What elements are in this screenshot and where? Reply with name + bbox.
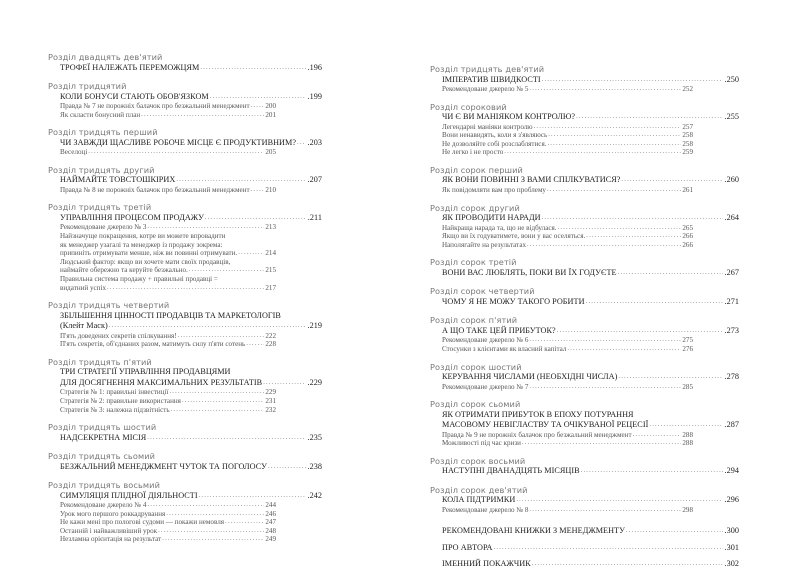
chapter-title-text: КОЛИ БОНУСИ СТАЮТЬ ОБОВ'ЯЗКОМ	[60, 91, 209, 101]
subsection-page: 231	[265, 396, 276, 405]
chapter-title	[48, 462, 322, 473]
subsection-text: Рекомендоване джерело № 4	[60, 501, 147, 510]
subsection-text: Незламна орієнтація на результат	[60, 535, 162, 544]
chapter-label: Розділ тридцятий	[48, 81, 127, 91]
chapter-title	[48, 175, 322, 186]
toc-chapter	[430, 485, 739, 515]
subsection	[48, 111, 276, 120]
back-matter-entry	[430, 526, 739, 537]
leader-dots	[297, 138, 306, 149]
subsection-page: 200	[265, 102, 276, 110]
chapter-label: Розділ тридцять дев'ятий	[430, 64, 545, 74]
chapter-title-text: ВОНИ ВАС ЛЮБЛЯТЬ, ПОКИ ВИ ЇХ ГОДУЄТЕ	[442, 267, 617, 277]
leader-dots	[268, 462, 307, 473]
subsection-page: 266	[682, 240, 693, 249]
subsection-text: Якщо ви їх годуватимете, вони у вас оселяться.	[442, 232, 586, 241]
leader-dots	[88, 148, 264, 157]
right-page	[400, 0, 800, 570]
chapter-title-text: КОЛА ПІДТРИМКИ	[442, 495, 516, 505]
subsection	[48, 406, 276, 415]
subsection-text: Останній і найважливіший урок	[60, 526, 158, 535]
chapter-title	[430, 268, 739, 279]
leader-dots	[529, 336, 681, 345]
chapter-title-text: ЯК ПРОВОДИТИ НАРАДИ	[442, 213, 541, 223]
chapter-label: Розділ тридцять перший	[48, 127, 158, 138]
subsection-page: 232	[265, 405, 276, 414]
subsection-text: Рекомендоване джерело № 3	[60, 223, 147, 232]
subsection-line: Найзначуще покращення, котре ви можете впровадити	[60, 231, 226, 240]
leader-dots	[567, 345, 681, 354]
subsection-text: видатний успіх	[60, 283, 106, 292]
leader-dots	[504, 148, 681, 157]
chapter-label: Розділ сорок сьомий	[430, 399, 521, 410]
subsection-page: 259	[682, 148, 693, 157]
subsection-page: 261	[682, 185, 693, 194]
subsection-page: 229	[265, 388, 276, 397]
subsection-page: 258	[682, 131, 693, 140]
chapter-title	[430, 175, 739, 186]
leader-dots	[171, 406, 265, 415]
chapter-title	[430, 75, 739, 86]
leader-dots	[263, 378, 306, 389]
chapter-label: Розділ тридцять четвертий	[48, 300, 170, 311]
leader-dots	[529, 383, 681, 392]
leader-dots	[534, 123, 682, 132]
chapter-title-text: А ЩО ТАКЕ ЦЕЙ ПРИБУТОК?	[442, 325, 556, 335]
leader-dots	[147, 223, 264, 232]
subsection	[430, 431, 693, 440]
leader-dots	[246, 340, 264, 349]
leader-dots	[189, 266, 265, 275]
chapter-title-text: ЧИ ЗАВЖДИ ЩАСЛИВЕ РОБОЧЕ МІСЦЕ Є ПРОДУКТИВНИМ?	[60, 137, 297, 147]
toc-chapter	[430, 257, 739, 278]
leader-dots	[141, 111, 264, 120]
chapter-title-page: .267	[724, 267, 739, 277]
subsection-line: Людський фактор: якщо ви хочете мати своїх продавців,	[60, 257, 231, 266]
chapter-title	[430, 297, 739, 308]
subsection-text: Наполягайте на результатах	[442, 240, 527, 249]
leader-dots	[626, 526, 724, 537]
chapter-label: Розділ тридцять шостий	[48, 422, 157, 433]
leader-dots	[522, 439, 681, 448]
chapter-title-page: .260	[724, 175, 739, 185]
back-matter-entry-page: .302	[724, 559, 739, 569]
toc-chapter	[430, 362, 739, 392]
subsection-page: 266	[682, 232, 693, 241]
back-matter-entry-text: ІМЕННИЙ ПОКАЖЧИК	[442, 559, 531, 569]
chapter-title-page: .238	[307, 461, 322, 471]
subsection-page: 215	[265, 266, 276, 275]
subsection	[430, 232, 693, 241]
leader-dots	[210, 92, 307, 103]
chapter-title	[48, 92, 322, 103]
subsection	[48, 223, 276, 232]
subsection	[48, 535, 276, 544]
subsection-text: Урок мого першого роккадрування	[60, 509, 166, 518]
subsection	[430, 140, 693, 149]
toc-chapter	[48, 357, 322, 414]
chapter-label: Розділ сорок восьмий	[430, 455, 526, 466]
subsection	[430, 506, 693, 515]
chapter-title-text: ІМПЕРАТИВ ШВИДКОСТІ	[442, 74, 541, 84]
chapter-title-text: КЕРУВАННЯ ЧИСЛАМИ (НЕОБХІДНІ ЧИСЛА)	[442, 372, 618, 382]
subsection	[48, 501, 276, 510]
subsection-text: Правда № 7 не порожніх балачок про безжальний менеджмент	[60, 102, 250, 110]
subsection-line: Правильна система продажу + правильні продавці =	[60, 274, 218, 283]
leader-dots	[494, 543, 724, 554]
leader-dots	[542, 75, 724, 86]
leader-dots	[238, 249, 264, 258]
chapter-title-text: НАДСЕКРЕТНА МІСІЯ	[60, 432, 147, 442]
toc-chapter	[430, 203, 739, 250]
subsection-text: Рекомендоване джерело № 5	[442, 85, 529, 93]
subsection-text: наймайте обережно та керуйте безжально.	[60, 266, 188, 275]
subsection-page: 288	[682, 430, 693, 439]
leader-dots	[169, 388, 264, 397]
subsection-text: Правда № 8 не порожніх балачок про безжальний менеджмент	[60, 185, 250, 194]
chapter-title	[48, 433, 322, 444]
chapter-title-text: МАСОВОМУ НЕВІГЛАСТВУ ТА ОЧІКУВАНОЇ РЕЦЕСІЇ	[442, 420, 649, 430]
chapter-title-page: .219	[307, 321, 322, 331]
chapter-label: Розділ сорок другий	[430, 202, 520, 213]
leader-dots	[576, 112, 723, 123]
leader-dots	[166, 510, 264, 519]
chapter-title-line: ЗБІЛЬШЕННЯ ЦІННОСТІ ПРОДАВЦІВ ТА МАРКЕТОЛОГІВ	[60, 310, 281, 320]
subsection-page: 285	[682, 382, 693, 391]
chapter-title-page: .294	[724, 466, 739, 476]
leader-dots	[205, 213, 307, 224]
chapter-title-page: .255	[724, 112, 739, 122]
subsection-page: 247	[265, 518, 276, 527]
leader-dots	[251, 186, 265, 195]
leader-dots	[162, 535, 264, 544]
subsection-text: Правда № 9 не порожніх балачок про безжальний менеджмент	[442, 430, 632, 439]
chapter-title-text: НАЙМАЙТЕ ТОВСТОШКІРИХ	[60, 175, 176, 185]
chapter-title	[430, 372, 739, 383]
subsection-page: 249	[265, 535, 276, 544]
toc-chapter	[430, 399, 739, 448]
leader-dots	[200, 63, 306, 74]
chapter-title-text: БЕЗЖАЛЬНИЙ МЕНЕДЖМЕНТ ЧУТОК ТА ПОГОЛОСУ	[60, 461, 267, 471]
leader-dots	[178, 332, 265, 341]
toc-chapter	[48, 422, 322, 443]
subsection	[430, 345, 693, 354]
chapter-title-page: .207	[307, 175, 322, 185]
subsection-text: Стратегія № 1: правильні інвестиції	[60, 388, 169, 397]
chapter-title-page: .196	[307, 62, 322, 72]
chapter-title-text: (Клейт Маск)	[60, 321, 108, 331]
back-matter-entry-text: РЕКОМЕНДОВАНІ КНИЖКИ З МЕНЕДЖМЕНТУ	[442, 526, 625, 536]
subsection-page: 244	[265, 501, 276, 510]
chapter-title-page: .203	[307, 137, 322, 147]
chapter-title	[48, 491, 322, 502]
toc-right-column	[430, 64, 739, 578]
leader-dots	[158, 527, 264, 536]
toc-chapter	[48, 52, 322, 73]
subsection-page: 258	[682, 139, 693, 148]
chapter-title-text: ЧОМУ Я НЕ МОЖУ ТАКОГО РОБИТИ	[442, 296, 585, 306]
leader-dots	[147, 501, 264, 510]
chapter-title	[430, 420, 739, 431]
subsection-text: П'ять доведених секретів спілкування!	[60, 331, 177, 340]
toc-left-column	[48, 52, 322, 552]
chapter-title	[48, 321, 322, 332]
chapter-label: Розділ сорок перший	[430, 164, 523, 175]
subsection	[48, 518, 276, 527]
chapter-title	[430, 213, 739, 224]
chapter-title	[430, 466, 739, 477]
chapter-label: Розділ тридцять третій	[48, 202, 152, 213]
chapter-title-page: .229	[307, 377, 322, 387]
subsection	[430, 85, 693, 94]
subsection	[430, 186, 693, 195]
chapter-title	[430, 495, 739, 506]
subsection-text: Вони ненавидять, коли я з'являюсь	[442, 131, 548, 140]
leader-dots	[586, 297, 724, 308]
leader-dots	[548, 131, 681, 140]
toc-chapter	[430, 64, 739, 94]
leader-dots	[649, 420, 723, 431]
toc-chapter	[430, 165, 739, 195]
chapter-title-text: ТРОФЕЇ НАЛЕЖАТЬ ПЕРЕМОЖЦЯМ	[60, 62, 200, 72]
subsection	[48, 102, 276, 111]
chapter-title-page: .242	[307, 490, 322, 500]
leader-dots	[176, 175, 306, 186]
toc-chapter	[48, 127, 322, 157]
leader-dots	[532, 559, 724, 570]
leader-dots	[621, 175, 723, 186]
leader-dots	[547, 140, 681, 149]
subsection-page: 298	[682, 505, 693, 514]
chapter-title-page: .273	[724, 325, 739, 335]
chapter-label: Розділ тридцять другий	[48, 164, 155, 175]
subsection-text: Веселоці	[60, 148, 88, 157]
subsection-page: 276	[682, 344, 693, 353]
chapter-label: Розділ двадцять дев'ятий	[48, 52, 163, 62]
subsection	[48, 340, 276, 349]
leader-dots	[558, 224, 682, 233]
leader-dots	[581, 466, 724, 477]
chapter-title-line: ТРИ СТРАТЕГІЇ УПРАВЛІННЯ ПРОДАВЦЯМИ	[60, 367, 231, 377]
chapter-title-page: .211	[307, 212, 322, 222]
subsection-page: 265	[682, 223, 693, 232]
subsection	[430, 148, 693, 157]
subsection	[48, 332, 276, 341]
subsection-text: припиніть отримувати менше, ніж ви повинні отримувати.	[60, 249, 238, 258]
back-matter	[430, 526, 739, 570]
subsection	[48, 186, 276, 195]
subsection	[430, 241, 693, 250]
subsection-page: 205	[265, 148, 276, 157]
subsection	[48, 148, 276, 157]
leader-dots	[147, 433, 306, 444]
leader-dots	[529, 506, 681, 515]
subsection-text: Рекомендоване джерело № 7	[442, 382, 529, 391]
toc-chapter	[48, 300, 322, 349]
subsection-text: Як повідомляти вам про проблему	[442, 185, 546, 194]
leader-dots	[633, 431, 682, 440]
chapter-label: Розділ тридцять сьомий	[48, 451, 156, 462]
back-matter-entry-page: .300	[724, 526, 739, 536]
subsection-page: 214	[265, 249, 276, 258]
chapter-title-page: .264	[724, 213, 739, 223]
chapter-title	[48, 378, 322, 389]
subsection-page: 275	[682, 336, 693, 345]
subsection-text: Можливості під час кризи	[442, 439, 521, 448]
back-matter-entry-page: .301	[724, 542, 739, 552]
leader-dots	[199, 491, 307, 502]
leader-dots	[527, 241, 681, 250]
subsection	[48, 266, 276, 275]
subsection-page: 222	[265, 331, 276, 340]
subsection-text: Як скласти бонусний план	[60, 110, 141, 119]
leader-dots	[109, 321, 307, 332]
chapter-label: Розділ сорок шостий	[430, 361, 522, 372]
subsection-text: Не дозволяйте собі розслаблятися.	[442, 139, 547, 148]
toc-chapter	[48, 451, 322, 472]
subsection-page: 257	[682, 122, 693, 131]
chapter-label: Розділ сорок дев'ятий	[430, 484, 528, 495]
subsection-page: 228	[265, 340, 276, 349]
subsection-page: 210	[265, 185, 276, 194]
chapter-label: Розділ тридцять п'ятий	[48, 356, 152, 367]
subsection-text: П'ять секретів, об'єднаних разом, матимуть силу п'яти сотень	[60, 340, 246, 349]
leader-dots	[225, 518, 264, 527]
subsection-page: 248	[265, 526, 276, 535]
toc-chapter	[48, 480, 322, 544]
subsection	[48, 527, 276, 536]
back-matter-entry-text: ПРО АВТОРА	[442, 542, 493, 552]
chapter-title	[48, 138, 322, 149]
chapter-label: Розділ сорок п'ятий	[430, 315, 518, 326]
subsection	[430, 224, 693, 233]
chapter-title-text: ЯК ВОНИ ПОВИННІ З ВАМИ СПІЛКУВАТИСЯ?	[442, 175, 621, 185]
chapter-title	[430, 326, 739, 337]
back-matter-entry	[430, 543, 739, 554]
left-page	[0, 0, 400, 570]
subsection-text: Найкраща нарада та, що не відбулася.	[442, 223, 557, 232]
subsection-text: Легендарні маніяки контролю	[442, 122, 533, 131]
chapter-title-page: .296	[724, 495, 739, 505]
chapter-title-page: .278	[724, 372, 739, 382]
subsection	[430, 131, 693, 140]
chapter-title	[430, 112, 739, 123]
subsection-text: Рекомендоване джерело № 8	[442, 505, 529, 514]
chapter-label: Розділ сорок третій	[430, 257, 517, 268]
chapter-title-page: .199	[307, 91, 322, 101]
chapter-title-text: СИМУЛЯЦІЯ ПЛІДНОЇ ДІЯЛЬНОСТІ	[60, 490, 198, 500]
chapter-title-line: ЯК ОТРИМАТИ ПРИБУТОК В ЕПОХУ ПОТУРАННЯ	[442, 409, 634, 419]
chapter-title-text: УПРАВЛІННЯ ПРОЦЕСОМ ПРОДАЖУ	[60, 212, 204, 222]
chapter-label: Розділ сороковий	[430, 101, 507, 112]
subsection-page: 288	[682, 439, 693, 448]
subsection-text: Стосунки з клієнтами як власний капітал	[442, 344, 567, 353]
subsection-page: 252	[682, 85, 693, 93]
subsection	[48, 397, 276, 406]
toc-chapter	[48, 202, 322, 292]
leader-dots	[529, 85, 681, 94]
leader-dots	[516, 495, 723, 506]
leader-dots	[542, 213, 724, 224]
toc-chapter	[430, 315, 739, 353]
leader-dots	[618, 268, 724, 279]
subsection	[430, 336, 693, 345]
leader-dots	[107, 284, 264, 293]
chapter-title	[48, 63, 322, 74]
chapter-label: Розділ тридцять восьмий	[48, 480, 160, 491]
toc-chapter	[48, 81, 322, 119]
subsection	[48, 388, 276, 397]
chapter-title-page: .271	[724, 296, 739, 306]
toc-chapter	[430, 102, 739, 157]
leader-dots	[618, 372, 723, 383]
chapter-label: Розділ сорок четвертий	[430, 286, 535, 297]
chapter-title	[48, 213, 322, 224]
chapter-title-text: ДЛЯ ДОСЯГНЕННЯ МАКСИМАЛЬНИХ РЕЗУЛЬТАТІВ	[60, 377, 263, 387]
chapter-title-text: ЧИ Є ВИ МАНІЯКОМ КОНТРОЛЮ?	[442, 112, 576, 122]
subsection-text: Стратегія № 3: належна підзвітність	[60, 405, 170, 414]
subsection-text: Стратегія № 2: правильне використання	[60, 396, 181, 405]
toc-chapter	[48, 165, 322, 195]
subsection-text: Не легко і не просто	[442, 148, 504, 157]
leader-dots	[586, 232, 681, 241]
chapter-title-page: .235	[307, 432, 322, 442]
subsection	[48, 510, 276, 519]
subsection	[430, 123, 693, 132]
subsection-page: 246	[265, 509, 276, 518]
leader-dots	[547, 186, 681, 195]
chapter-title-text: НАСТУПНІ ДВАНАДЦЯТЬ МІСЯЦІВ	[442, 466, 580, 476]
leader-dots	[182, 397, 264, 406]
chapter-title-page: .250	[724, 74, 739, 84]
leader-dots	[557, 326, 724, 337]
leader-dots	[251, 102, 265, 111]
subsection-page: 213	[265, 223, 276, 232]
subsection-line: як менеджер узагалі та менеджер із продажу зокрема:	[60, 240, 223, 249]
back-matter-entry	[430, 559, 739, 570]
subsection-page: 217	[265, 283, 276, 292]
subsection-text: Не кажи мені про пологові судоми — покажи немовля	[60, 518, 224, 527]
subsection-page: 201	[265, 110, 276, 119]
subsection-text: Рекомендоване джерело № 6	[442, 336, 529, 345]
subsection	[430, 383, 693, 392]
toc-chapter	[430, 456, 739, 477]
subsection	[430, 439, 693, 448]
toc-chapter	[430, 286, 739, 307]
subsection	[48, 249, 276, 258]
subsection	[48, 284, 276, 293]
chapter-title-page: .287	[724, 420, 739, 430]
